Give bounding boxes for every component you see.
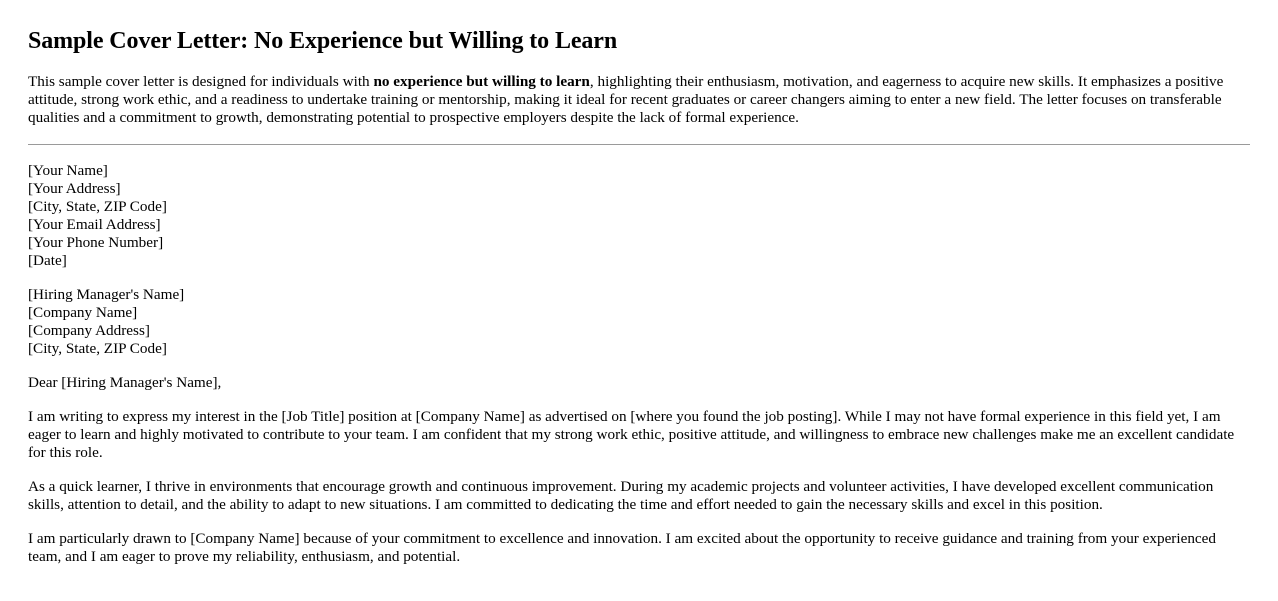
sender-address-block xyxy=(28,162,1250,270)
sender-phone: [Your Phone Number] xyxy=(28,234,164,251)
salutation: Dear [Hiring Manager's Name], xyxy=(28,374,222,391)
sender-name: [Your Name] xyxy=(28,162,108,179)
recipient-address: [Company Address] xyxy=(28,322,150,339)
intro-text-after: , highlighting their enthusiasm, motivation, and eagerness to acquire new skills. It emphasizes a positive attitude, strong work ethic, and a readiness to undertake training or mentorship, making it ideal for recent graduates or career changers aiming to enter a new field. The letter focuses on transferable qualities and a commitment to growth, demonstrating potential to prospective employers despite the lack of formal experience. xyxy=(28,73,1224,126)
intro-text-bold: no experience but willing to learn xyxy=(373,73,590,90)
recipient-manager: [Hiring Manager's Name] xyxy=(28,286,185,303)
body-paragraph-2: As a quick learner, I thrive in environments that encourage growth and continuous improvement. During my academic projects and volunteer activities, I have developed excellent communication skills, attention to detail, and the ability to adapt to new situations. I am committed to dedicating the time and effort needed to gain the necessary skills and excel in this position. xyxy=(28,478,1214,513)
intro-paragraph xyxy=(28,73,1250,127)
sender-city: [City, State, ZIP Code] xyxy=(28,198,167,215)
document-content xyxy=(28,0,1250,566)
sender-email: [Your Email Address] xyxy=(28,216,161,233)
recipient-city: [City, State, ZIP Code] xyxy=(28,340,167,357)
section-divider xyxy=(28,144,1250,145)
sender-address: [Your Address] xyxy=(28,180,121,197)
intro-text-before: This sample cover letter is designed for individuals with xyxy=(28,73,374,90)
body-paragraph-3: I am particularly drawn to [Company Name] because of your commitment to excellence and innovation. I am excited about the opportunity to receive guidance and training from your experienced team, and I am eager to prove my reliability, enthusiasm, and potential. xyxy=(28,530,1216,565)
body-paragraph-1: I am writing to express my interest in the [Job Title] position at [Company Name] as advertised on [where you found the job posting]. While I may not have formal experience in this field yet, I am eager to learn and highly motivated to contribute to your team. I am confident that my strong work ethic, positive attitude, and willingness to embrace new challenges make me an excellent candidate for this role. xyxy=(28,408,1235,461)
page-title: Sample Cover Letter: No Experience but Willing to Learn xyxy=(28,28,618,54)
recipient-company: [Company Name] xyxy=(28,304,138,321)
recipient-address-block xyxy=(28,286,1250,358)
letter-date: [Date] xyxy=(28,252,67,269)
